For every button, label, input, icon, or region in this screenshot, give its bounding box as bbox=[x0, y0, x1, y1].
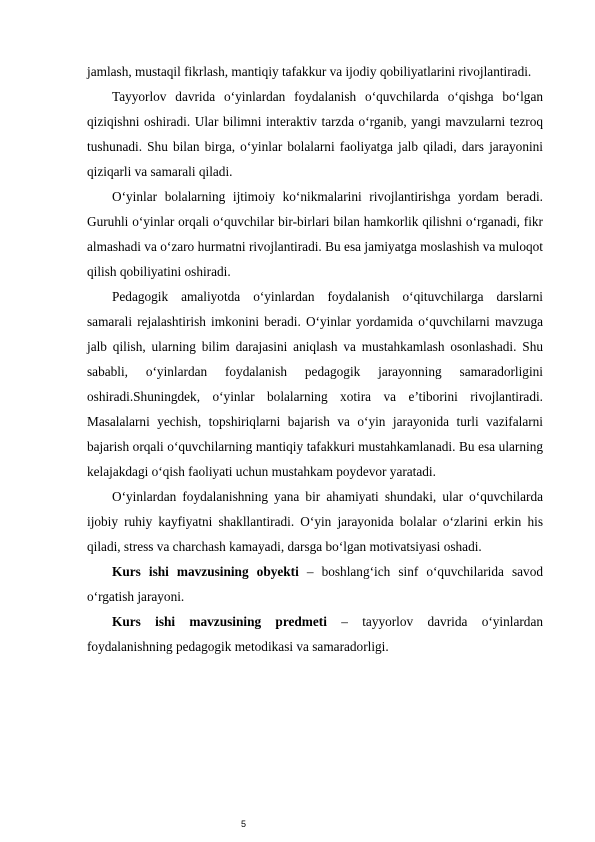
document-body bbox=[87, 59, 543, 659]
paragraph-preparation-period: Tayyorlov davrida o‘yinlardan foydalanish o‘quvchilarda o‘qishga bo‘lgan qiziqishni oshiradi. Ular bilimni interaktiv tarzda o‘rganib, yangi mavzularni tezroq tushunadi. Shu bilan birga, o‘yinlar bolalarni faoliyatga jalb qiladi, dars jarayonini qiziqarli va samarali qiladi. bbox=[87, 89, 543, 179]
research-object-text: – boshlang‘ich sinf o‘quvchilarida savod o‘rgatish jarayoni. bbox=[87, 564, 543, 604]
paragraph-research-object bbox=[87, 559, 543, 609]
research-object-label: Kurs ishi mavzusining obyekti bbox=[112, 564, 299, 579]
paragraph-pedagogical-practice: Pedagogik amaliyotda o‘yinlardan foydalanish o‘qituvchilarga darslarni samarali rejalashtirish imkonini beradi. O‘yinlar yordamida o‘quvchilarni mavzuga jalb qilish, ularning bilim darajasini aniqlash va mustahkamlash osonlashadi. Shu sababli, o‘yinlardan foydalanish pedagogik jarayonning samaradorligini oshiradi.Shuningdek, o‘yinlar bolalarning xotira va e’tiborini rivojlantiradi. Masalalarni yechish, topshiriqlarni bajarish va o‘yin jarayonida turli vazifalarni bajarish orqali o‘quvchilarning mantiqiy tafakkuri mustahkamlanadi. Bu esa ularning kelajakdagi o‘qish faoliyati uchun mustahkam poydevor yaratadi. bbox=[87, 289, 543, 479]
paragraph-positive-mood: O‘yinlardan foydalanishning yana bir ahamiyati shundaki, ular o‘quvchilarda ijobiy ruhiy kayfiyatni shakllantiradi. O‘yin jarayonida bolalar o‘zlarini erkin his qiladi, stress va charchash kamayadi, darsga bo‘lgan motivatsiyasi oshadi. bbox=[87, 489, 543, 554]
research-subject-label: Kurs ishi mavzusining predmeti bbox=[112, 614, 327, 629]
paragraph-social-skills: O‘yinlar bolalarning ijtimoiy ko‘nikmalarini rivojlantirishga yordam beradi. Guruhli o‘yinlar orqali o‘quvchilar bir-birlari bilan hamkorlik qilishni o‘rganadi, fikr almashadi va o‘zaro hurmatni rivojlantiradi. Bu esa jamiyatga moslashish va muloqot qilish qobiliyatini oshiradi. bbox=[87, 189, 543, 279]
paragraph-research-subject bbox=[87, 609, 543, 659]
research-subject-text: – tayyorlov davrida o‘yinlardan foydalanishning pedagogik metodikasi va samaradorligi. bbox=[87, 614, 544, 654]
paragraph-continuation: jamlash, mustaqil fikrlash, mantiqiy tafakkur va ijodiy qobiliyatlarini rivojlantiradi. bbox=[87, 64, 532, 79]
page-number: 5 bbox=[241, 819, 247, 829]
